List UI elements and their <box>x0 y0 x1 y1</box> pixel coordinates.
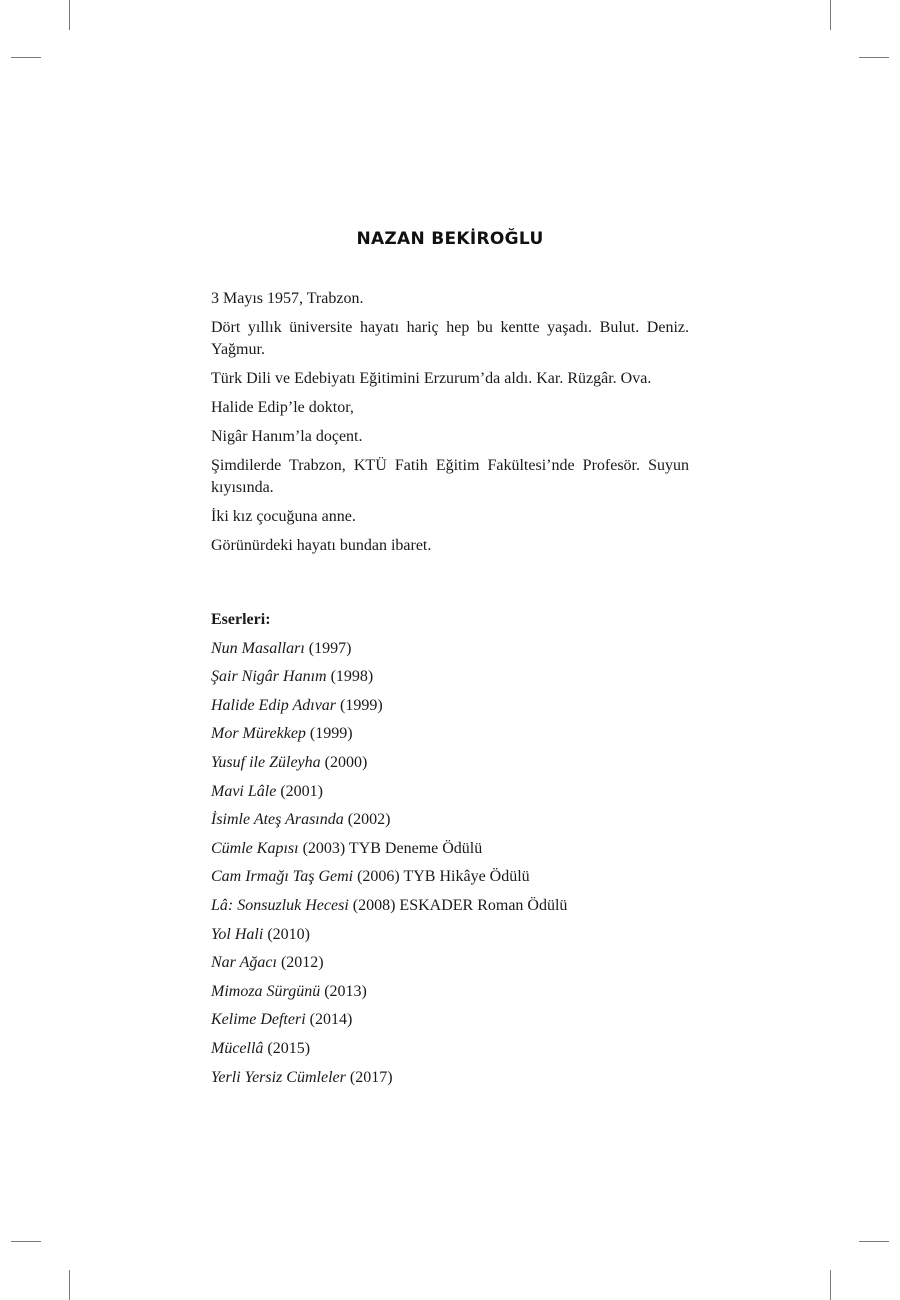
author-name: NAZAN BEKİROĞLU <box>356 229 544 249</box>
work-detail: (2015) <box>267 1039 311 1057</box>
work-detail: (2006) TYB Hikâye Ödülü <box>357 868 530 886</box>
work-item <box>211 663 689 692</box>
work-item <box>211 978 689 1007</box>
work-item <box>211 1006 689 1035</box>
work-detail: (2008) ESKADER Roman Ödülü <box>352 896 568 914</box>
work-item <box>211 1064 689 1093</box>
work-item <box>211 778 689 807</box>
crop-mark-right-bottom <box>859 1241 889 1242</box>
works-section <box>211 606 689 1092</box>
biography <box>211 288 689 564</box>
work-title: İsimle Ateş Arasında <box>211 811 344 829</box>
work-detail: (2014) <box>309 1011 353 1029</box>
work-title: Mor Mürekkep <box>211 725 306 743</box>
works-list <box>211 635 689 1093</box>
work-detail: (1999) <box>309 725 353 743</box>
crop-mark-bottom-right <box>830 1270 831 1300</box>
work-detail: (1998) <box>330 668 374 686</box>
work-detail: (1999) <box>340 696 383 714</box>
work-item <box>211 892 689 921</box>
bio-line: Dört yıllık üniversite hayatı hariç hep bu kentte yaşadı. Bulut. Deniz. Yağmur. <box>211 319 689 358</box>
bio-line: Görünürdeki hayatı bundan ibaret. <box>211 537 432 554</box>
work-title: Nun Masalları <box>211 639 305 657</box>
work-title: Şair Nigâr Hanım <box>211 668 327 686</box>
bio-line: Halide Edip’le doktor, <box>211 399 354 416</box>
work-title: Kelime Defteri <box>211 1011 306 1029</box>
work-detail: (2012) <box>280 954 324 972</box>
work-title: Cam Irmağı Taş Gemi <box>211 868 354 886</box>
work-item <box>211 949 689 978</box>
work-item <box>211 806 689 835</box>
work-title: Yol Hali <box>211 925 264 943</box>
work-title: Cümle Kapısı <box>211 839 299 857</box>
bio-line: Şimdilerde Trabzon, KTÜ Fatih Eğitim Fakültesi’nde Profesör. Suyun kıyısında. <box>211 457 689 496</box>
work-detail: (2002) <box>347 811 391 829</box>
crop-mark-top-right <box>830 0 831 30</box>
crop-mark-left-top <box>11 57 41 58</box>
work-title: Halide Edip Adıvar <box>211 696 337 714</box>
bio-line: 3 Mayıs 1957, Trabzon. <box>211 290 364 307</box>
work-item <box>211 835 689 864</box>
bio-line: İki kız çocuğuna anne. <box>211 508 356 525</box>
work-title: Yerli Yersiz Cümleler <box>211 1068 346 1086</box>
work-item <box>211 863 689 892</box>
work-title: Mücellâ <box>211 1039 264 1057</box>
work-title: Lâ: Sonsuzluk Hecesi <box>211 896 349 914</box>
work-item <box>211 921 689 950</box>
work-detail: (2013) <box>324 982 367 1000</box>
crop-mark-left-bottom <box>11 1241 41 1242</box>
work-item <box>211 720 689 749</box>
work-item <box>211 635 689 664</box>
work-title: Mimoza Sürgünü <box>211 982 321 1000</box>
work-detail: (1997) <box>308 639 352 657</box>
work-detail: (2001) <box>280 782 323 800</box>
work-detail: (2010) <box>267 925 310 943</box>
work-item <box>211 749 689 778</box>
bio-line: Türk Dili ve Edebiyatı Eğitimini Erzurum’da aldı. Kar. Rüzgâr. Ova. <box>211 370 652 387</box>
work-detail: (2003) TYB Deneme Ödülü <box>302 839 483 857</box>
crop-mark-bottom-left <box>69 1270 70 1300</box>
crop-mark-right-top <box>859 57 889 58</box>
work-detail: (2000) <box>324 753 368 771</box>
crop-mark-top-left <box>69 0 70 30</box>
work-title: Yusuf ile Züleyha <box>211 753 321 771</box>
bio-line: Nigâr Hanım’la doçent. <box>211 428 363 445</box>
work-title: Nar Ağacı <box>211 954 277 972</box>
work-title: Mavi Lâle <box>211 782 277 800</box>
work-item <box>211 692 689 721</box>
work-item <box>211 1035 689 1064</box>
works-heading: Eserleri: <box>211 611 271 628</box>
work-detail: (2017) <box>349 1068 393 1086</box>
